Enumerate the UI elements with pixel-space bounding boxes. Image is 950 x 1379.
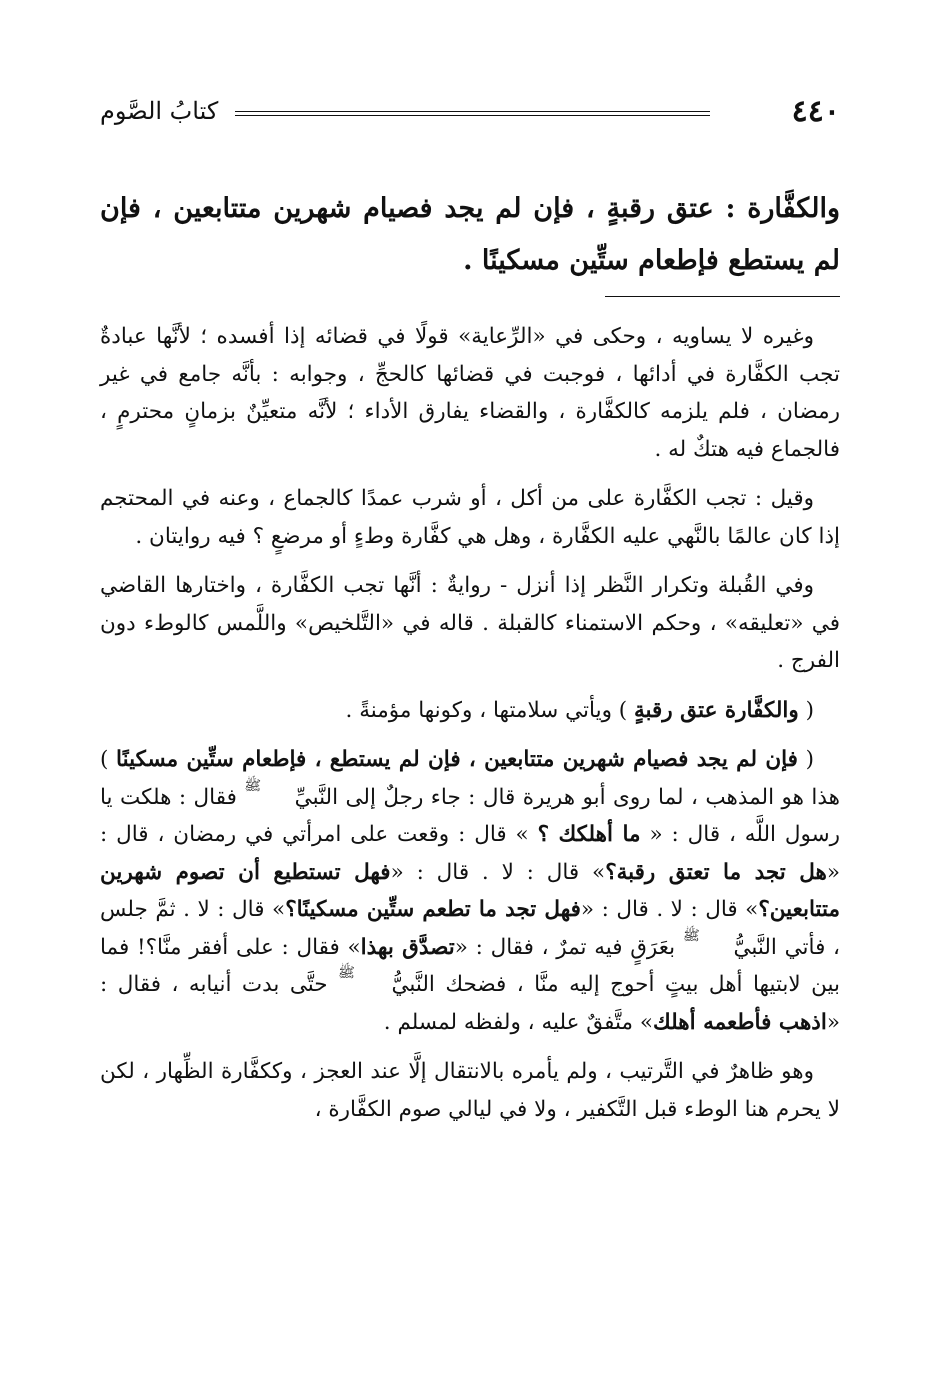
hadith-quote: اذهب فأطعمه أهلك bbox=[653, 1009, 827, 1035]
book-title: كتابُ الصَّوم bbox=[100, 97, 219, 125]
running-head bbox=[100, 94, 840, 134]
matn-quote: والكفَّارة عتق رقبةٍ bbox=[634, 697, 799, 723]
salla-symbol: ﷺ bbox=[682, 927, 700, 944]
header-rule bbox=[235, 111, 710, 116]
paragraph-text: » قال : لا . قال : « bbox=[390, 859, 606, 885]
footnote-separator bbox=[605, 296, 840, 297]
hadith-quote: فهل تستطيع أن تصوم شهرين متتابعين؟ bbox=[100, 859, 841, 922]
paragraph-text: » فقال : على أفقر منَّا؟! فما بين لابتيها أهل بيتٍ أحوج إليه منَّا ، فضحك النَّبيُّ bbox=[100, 934, 840, 997]
hadith-quote: فهل تجد ما تطعم ستِّين مسكينًا؟ bbox=[285, 897, 581, 922]
paragraph-text: حتَّى بدت أنيابه ، فقال : « bbox=[100, 972, 840, 1035]
commentary bbox=[100, 318, 840, 1140]
paragraph-2: وقيل : تجب الكفَّارة على من أكل ، أو شرب عمدًا كالجماع ، وعنه في المحتجم إذا كان عالمًا بالنَّهي عليه الكفَّارة ، وهل هي كفَّارة وطءٍ أو مرضعٍ ؟ فيه روايتان . bbox=[100, 486, 840, 549]
hadith-quote: هل تجد ما تعتق رقبة؟ bbox=[605, 859, 827, 885]
matn-text: والكفَّارة : عتق رقبةٍ ، فإن لم يجد فصيام شهرين متتابعين ، فإن لم يستطع فإطعام ستِّين مسكينًا . bbox=[100, 193, 840, 276]
salla-symbol: ﷺ bbox=[244, 777, 262, 794]
paragraph-3: وفي القُبلة وتكرار النَّظر إذا أنزل - روايةٌ : أنَّها تجب الكفَّارة ، واختارها القاضي في «تعليقه» ، وحكم الاستمناء كالقبلة . قاله في «التَّلخيص» واللَّمس كالوطء دون الفرج . bbox=[100, 573, 840, 673]
paragraph-1: وغيره لا يساويه ، وحكى في «الرِّعاية» قولًا في قضائه إذا أفسده ؛ لأنَّها عبادةٌ تجب الكفَّارة في أدائها ، فوجبت في قضائها كالحجِّ ، وجوابه : بأنَّه جامع في غير رمضان ، فلم يلزمه كالكفَّارة ، والقضاء يفارق الأداء ؛ لأنَّه متعيِّنٌ بزمانٍ محترمٍ ، فالجماع فيه هتكٌ له . bbox=[100, 324, 840, 462]
paragraph-text: » قال : وقعت على امرأتي في رمضان ، قال : « bbox=[100, 822, 840, 885]
paragraph-text: » قال : لا . قال : « bbox=[580, 897, 759, 922]
matn-quote: فإن لم يجد فصيام شهرين متتابعين ، فإن لم يستطع ، فإطعام ستِّين مسكينًا bbox=[116, 747, 798, 772]
bracket-open: ( bbox=[797, 747, 814, 772]
paragraph-4 bbox=[100, 692, 840, 730]
bracket-open: ( bbox=[798, 697, 814, 723]
paragraph-5 bbox=[100, 741, 840, 1041]
paragraph-text: » قال : لا . ثمَّ جلس ، فأتي النَّبيُّ bbox=[100, 897, 840, 960]
paragraph-6: وهو ظاهرٌ في التَّرتيب ، ولم يأمره بالانتقال إلَّا عند العجز ، وككفَّارة الظِّهار ، لكن لا يحرم هنا الوطء قبل التَّكفير ، ولا في ليالي صوم الكفَّارة ، bbox=[100, 1059, 840, 1122]
hadith-quote: ما أهلكك ؟ bbox=[537, 822, 641, 847]
page-number: ٤٤٠ bbox=[791, 94, 840, 129]
paragraph-text: ) هذا هو المذهب ، لما روى أبو هريرة قال : جاء رجلٌ إلى النَّبيِّ bbox=[100, 747, 840, 810]
paragraph-text: ) ويأتي سلامتها ، وكونها مؤمنةً . bbox=[345, 697, 635, 723]
paragraph-text: بعَرَقٍ فيه تمرٌ ، فقال : « bbox=[454, 934, 683, 960]
hadith-quote: تصدَّق بهذا bbox=[360, 934, 455, 960]
salla-symbol: ﷺ bbox=[338, 965, 355, 981]
paragraph-text: فقال : هلكت يا رسول اللَّه ، قال : « bbox=[100, 784, 840, 847]
paragraph-text: » متَّفقٌ عليه ، ولفظه لمسلم . bbox=[383, 1009, 654, 1035]
page bbox=[100, 0, 840, 1379]
